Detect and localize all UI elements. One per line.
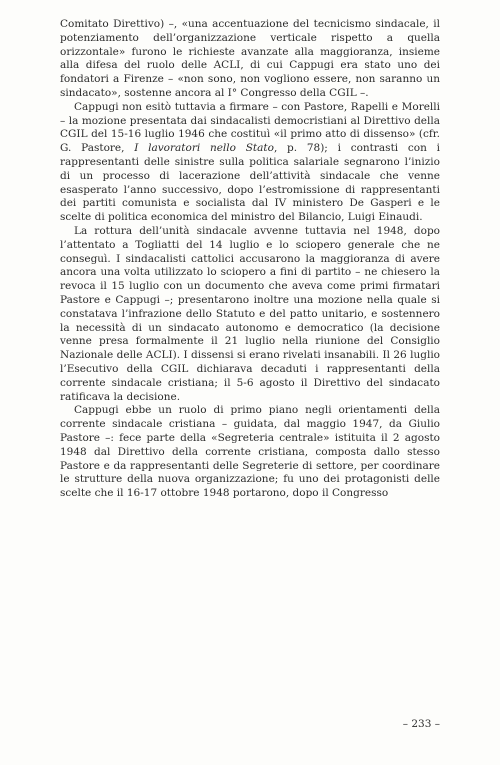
paragraph-4	[60, 404, 440, 501]
paragraph-2-text-a: Cappugi non esitò tuttavia a firmare – con Pastore, Rapelli e Morelli – la mozione presentata dai sindacalisti democristiani al Direttivo della CGIL del 15-16 luglio 1946 che costituì «il primo atto di dissenso» (cfr. G. Pastore,	[60, 100, 440, 155]
paragraph-1	[60, 18, 440, 101]
body-text	[60, 18, 440, 501]
paragraph-3	[60, 225, 440, 404]
paragraph-3-text: La rottura dell’unità sindacale avvenne tuttavia nel 1948, dopo l’attentato a Togliatti del 14 luglio e lo sciopero generale che ne conseguì. I sindacalisti cattolici accusarono la maggioranza di avere ancora una volta utilizzato lo sciopero a fini di partito – ne chiesero la revoca il 15 luglio con un documento che aveva come primi firmatari Pastore e Cappugi –; presentarono inoltre una mozione nella quale si constatava l’infrazione dello Statuto e del patto unitario, e sostennero la necessità di un sindacato autonomo e democratico (la decisione venne presa formalmente il 21 luglio nella riunione del Consiglio Nazionale delle ACLI). I dissensi si erano rivelati insanabili. Il 26 luglio l’Esecutivo della CGIL dichiarava decaduti i rappresentanti della corrente sindacale cristiana; il 5-6 agosto il Direttivo del sindacato ratificava la decisione.	[60, 224, 440, 403]
paragraph-4-text: Cappugi ebbe un ruolo di primo piano negli orientamenti della corrente sindacale cristiana – guidata, dal maggio 1947, da Giulio Pastore –: fece parte della «Segreteria centrale» istituita il 2 agosto 1948 dal Direttivo della corrente cristiana, composta dallo stesso Pastore e da rappresentanti delle Segreterie di settore, per coordinare le strutture della nuova organizzazione; fu uno dei protagonisti delle scelte che il 16-17 ottobre 1948 portarono, dopo il Congresso	[60, 404, 440, 500]
paragraph-2	[60, 101, 440, 225]
paragraph-1-text: Comitato Direttivo) –, «una accentuazione del tecnicismo sindacale, il potenziamento dell’organizzazione verticale rispetto a quella orizzontale» furono le richieste avanzate alla maggioranza, insieme alla difesa del ruolo delle ACLI, di cui Cappugi era stato uno dei fondatori a Firenze – «non sono, non vogliono essere, non saranno un sindacato», sostenne ancora al I° Congresso della CGIL –.	[60, 18, 440, 99]
paragraph-2-text-b: , p. 78); i contrasti con i rappresentanti delle sinistre sulla politica salariale segnarono l’inizio di un processo di lacerazione dell’attività sindacale che venne esasperato l’anno successivo, dopo l’estromissione di rappresentanti dei partiti comunista e socialista dal IV ministero De Gasperi e le scelte di politica economica del ministro del Bilancio, Luigi Einaudi.	[60, 142, 440, 224]
book-title-citation: I lavoratori nello Stato	[134, 142, 274, 155]
page-number: – 233 –	[402, 718, 440, 730]
